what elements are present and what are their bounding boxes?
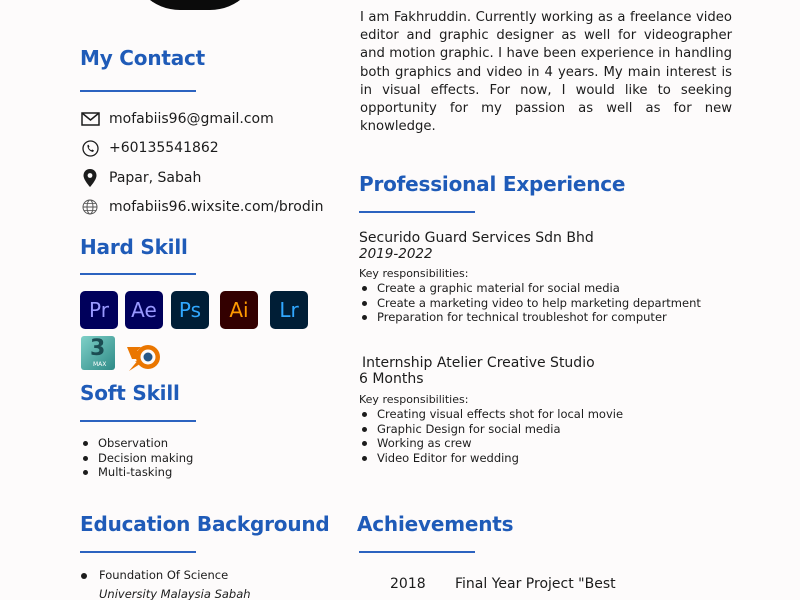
list-item: Graphic Design for social media (359, 422, 623, 437)
globe-icon (80, 197, 100, 217)
phone-icon (80, 138, 100, 158)
list-item: Working as crew (359, 436, 623, 451)
job-resp-label: Key responsibilities: (359, 267, 469, 280)
job-period: 2019-2022 (359, 246, 433, 262)
contact-website-text: mofabiis96.wixsite.com/brodin (109, 199, 324, 215)
about-paragraph: I am Fakhruddin. Currently working as a freelance video editor and graphic designer as well for videographer and motion graphic. I have been experience in handling both graphics and video in 4 years. My main interest is in visual effects. For now, I would like to seeking opportunity for my passion as well as for new knowledge. (360, 10, 732, 135)
experience-rule (359, 211, 475, 213)
education-school: University Malaysia Sabah (99, 587, 251, 600)
job-resp-label: Key responsibilities: (359, 393, 469, 406)
job-resp-list (359, 407, 623, 465)
contact-location (80, 168, 201, 188)
list-item: Observation (80, 436, 193, 451)
3ds-max-icon: 3 MAX (81, 336, 115, 370)
list-item: Create a marketing video to help marketing department (359, 296, 701, 311)
list-item: Multi-tasking (80, 465, 193, 480)
job-period: 6 Months (359, 371, 424, 387)
illustrator-icon: Ai (220, 291, 258, 329)
contact-website[interactable] (80, 197, 323, 217)
hard-skill-heading: Hard Skill (80, 235, 188, 259)
contact-rule (80, 90, 196, 92)
photoshop-icon: Ps (171, 291, 209, 329)
after-effects-icon: Ae (125, 291, 163, 329)
education-rule (80, 551, 196, 553)
list-item: Create a graphic material for social media (359, 281, 701, 296)
contact-phone-text: +60135541862 (109, 140, 219, 156)
hard-skill-rule (80, 273, 196, 275)
list-item: Preparation for technical troubleshot for computer (359, 310, 701, 325)
education-heading: Education Background (80, 512, 330, 536)
list-item: Video Editor for wedding (359, 451, 623, 466)
list-item: Creating visual effects shot for local movie (359, 407, 623, 422)
contact-heading: My Contact (80, 46, 206, 70)
job-resp-list (359, 281, 701, 325)
achievement-year: 2018 (390, 576, 426, 592)
lightroom-icon: Lr (270, 291, 308, 329)
contact-phone[interactable] (80, 138, 219, 158)
achievements-heading: Achievements (357, 512, 514, 536)
education-program: Foundation Of Science (99, 568, 229, 582)
soft-skill-rule (80, 420, 196, 422)
job-company: Securido Guard Services Sdn Bhd (359, 230, 594, 246)
education-bullet (81, 573, 87, 579)
location-pin-icon (80, 168, 100, 188)
soft-skill-heading: Soft Skill (80, 381, 180, 405)
blender-icon (123, 335, 165, 373)
experience-heading: Professional Experience (359, 172, 626, 196)
profile-photo (130, 0, 260, 10)
job-company: Internship Atelier Creative Studio (362, 355, 595, 371)
envelope-icon (80, 109, 100, 129)
list-item: Decision making (80, 451, 193, 466)
achievements-rule (359, 551, 475, 553)
contact-email-text: mofabiis96@gmail.com (109, 111, 274, 127)
contact-email[interactable] (80, 109, 274, 129)
contact-location-text: Papar, Sabah (109, 170, 202, 186)
achievement-text: Final Year Project "Best (455, 576, 616, 592)
soft-skill-list (80, 436, 193, 480)
premiere-pro-icon: Pr (80, 291, 118, 329)
